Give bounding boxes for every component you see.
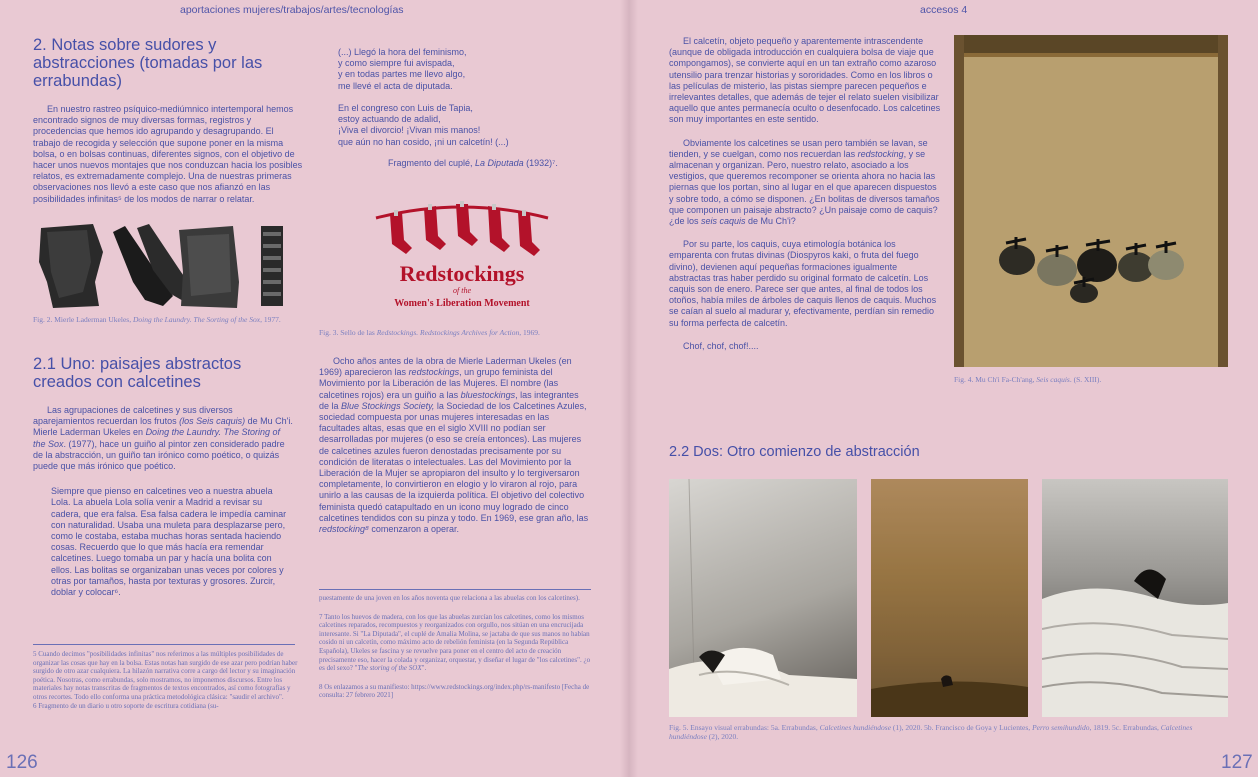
rs-text-h: redstocking⁸ — [319, 524, 369, 535]
subsection-title-uno: 2.1 Uno: paisajes abstractos creados con calcetines — [33, 355, 242, 391]
book-gutter — [620, 0, 638, 777]
fig4-caption-prefix: Fig. 4. Mu Ch'i Fa-Ch'ang, — [954, 375, 1037, 384]
redstockings-logo — [372, 196, 552, 320]
uno-text-a: Las agrupaciones de calcetines y sus diversos aparejamientos recuerdan los frutos — [33, 405, 233, 427]
fig5a-sinking-socks-photo — [669, 479, 857, 717]
left-column-1 — [33, 36, 303, 205]
rs-text-g: la Sociedad de los Calcetines Azules, sociedad compuesta por unas mujeres interesadas en las facultades altas, esas que en el siglo XVIII no podían ser desarrolladas por mujeres (o eso se creía entonces). Las mujeres de calcetines azules fueron denostadas precisamente por su condición de literatas o intelectuales. Las del Movimiento por la Liberación de la Mujer se apropiaron del insulto y lo tergiversaron completamente, lo convirtieron en elogio y lo viraron al rojo, para unirlo a las causas de la izquierda política. El objetivo del colectivo feminista quedó catapultado en un icono muy logrado de cinco calcetines tendidos con su pinza y todo. En 1969, ese gran año, las — [319, 400, 589, 523]
fig3-caption-prefix: Fig. 3. Sello de las — [319, 328, 377, 337]
page-number-right: 127 — [1221, 752, 1253, 773]
rs-text-a: Ocho años antes de la obra de Mierle Laderman Ukeles (en 1969) aparecieron las — [319, 356, 572, 378]
left-footnotes-2 — [319, 594, 591, 700]
intro-paragraph: En nuestro rastreo psíquico-mediúmnico intertemporal hemos encontrado signos de muy diversas formas, registros y procedencias que hemos ido agrupando y desagrupando. El trabajo de recogida y selección que supone poner en la misma bolsa, o en bolsas continuas, diferentes signos, con el objetivo de hacer unos nuevos montajes que nos conduzcan hacia los posibles relatos, es extremadamente complejo. Una de nuestras primeras observaciones nos llevó a este caso que nos afianzó en las posibilidades infinitas⁵ de los modos de narrar o relatar. — [33, 104, 303, 204]
rs-text-b: redstockings — [408, 367, 460, 378]
uno-text-e: . (1977), hace un guiño al pintor zen considerado padre de la abstracción, un guiño tan irónico como poético, o quizás puede que más irónico que poético. — [33, 438, 285, 472]
redstockings-paragraph-container — [319, 356, 589, 535]
fn7-title: The storing of the SOX — [357, 664, 422, 673]
right-text-column — [669, 36, 941, 352]
fig3-caption — [319, 328, 609, 337]
fig2-caption-prefix: Fig. 2. Mierle Laderman Ukeles, — [33, 315, 133, 324]
fig5-caption-c: (1), 2020. 5b. Francisco de Goya y Lucientes, — [891, 723, 1033, 732]
lavan-text-c: , y se almacenan y organizan. Pero, nuestro relato, asociado a los vestigios, que queremos recomponer se orienta ahora no hacia las piernas que los portan, sino al lugar en el que aparecen dispuestos y sobre todo, a cómo se disponen. ¿En bolitas de diversos tamaños que componen un paisaje abstracto? ¿Un paisaje como de caquis? ¿de los — [669, 148, 940, 227]
fig5-caption-g: (2), 2020. — [706, 732, 739, 741]
cuple-source-c: (1932)⁷. — [523, 157, 558, 168]
fig5-caption-f: Calcetines hundiéndose — [669, 723, 1193, 741]
calcetin-paragraph: El calcetín, objeto pequeño y aparentemente intrascendente (aunque de obligada introducción en cualquiera bolsa de viaje que compongamos), se convierte aquí en un tan extraño como azaroso utensilio para trenzar historias y sororidades. Como en los libros o las películas de misterio, las pistas siempre parecen pequeños e irrelevantes detalles, que además de tejer el relato suelen visibilizar aquello que antes permanecía oculto o desenfocado. Los calcetines son muy importantes en este sentido. — [669, 36, 941, 125]
fn7-end: ". — [421, 664, 427, 673]
fig4-six-persimmons-painting — [954, 35, 1228, 367]
fig5-caption-a: Fig. 5. Ensayo visual errabundas: 5a. Errabundas, — [669, 723, 820, 732]
fig5c-sinking-socks-photo — [1042, 479, 1228, 717]
uno-text-b: (los Seis caquis) — [179, 416, 246, 427]
fig3-caption-title: Redstockings. Redstockings Archives for Action — [376, 328, 520, 337]
footnote-6: 6 Fragmento de un diario u otro soporte de escritura cotidiana (su- — [33, 701, 219, 710]
left-running-header: aportaciones mujeres/trabajos/artes/tecnologías — [180, 4, 404, 16]
footnote-5: 5 Cuando decimos "posibilidades infinitas" nos referimos a las múltiples posibilidades de organizar las cosas que hay en la bolsa. Estas notas han surgido de ese azar pero podrían haber surgido de otro azar cualquiera. La hilazón narrativa corre a cargo del lector y su imaginación poética. Nosotras, como errabundas, solo mostramos, no imponemos discursos. Entre los materiales hay notas transcritas de fragmentos de textos encontrados, así como fotografías y otros recortes. Todo ello conforma una práctica metodológica clásica: "saudir el archivo". — [33, 650, 298, 701]
uno-paragraph — [33, 405, 293, 472]
fig4-caption — [954, 375, 1228, 384]
logo-title: Redstockings — [399, 261, 525, 286]
footnote-7 — [319, 613, 591, 673]
fig2-laundry-image — [33, 222, 303, 310]
rs-text-i: comenzaron a operar. — [368, 524, 459, 535]
footnote-rule-1 — [33, 644, 295, 645]
subsection-title-dos: 2.2 Dos: Otro comienzo de abstracción — [669, 444, 920, 460]
fig2-caption-title: Doing the Laundry. The Sorting of the Sox — [132, 315, 261, 324]
cuple-source — [338, 158, 598, 169]
lavan-text-e: de Mu Ch'i? — [745, 216, 796, 227]
right-running-header: accesos 4 — [920, 4, 968, 16]
rs-text-f: Blue Stockings Society, — [341, 400, 435, 411]
redstockings-paragraph — [319, 356, 589, 535]
section-title: 2. Notas sobre sudores y abstracciones (tomadas por las errabundas) — [33, 36, 263, 90]
fn7-text: 7 Tanto los huevos de madera, con los que las abuelas zurcían los calcetines, como los mismos calcetines reparados, recompuestos y reorganizados con orgullo, nos sitúan en una encrucijada interesante. Si "La Diputada", el cuplé de Amalia Molina, se jactaba de que sus manos no habían cosido ni un calcetín, como máximo acto de rebelión feminista (en la Segunda República Española), Ukeles se fascina y se revuelve para poner en el centro del acto de creación precisamente eso, hacer la colada y organizar, orquestar, y diseñar el lugar de "los calcetines". ¿o es del sexo? " — [319, 612, 591, 673]
fig4-caption-title: Seis caquis — [1036, 375, 1070, 384]
fig5b-goya-dog-painting — [871, 479, 1028, 717]
caquis-paragraph: Por su parte, los caquis, cuya etimología botánica los emparenta con frutas divinas (Diospyros kaki, o fruta del fuego divino), devienen aquí pequeñas formaciones igualmente abstractas tras haber perdido su original formato de calcetín. Los caquis son de enero. Parece ser que antes, al final de todos los otoños, había miles de árboles de caquis llenos de caquis. Muchos se caían al suelo al madurar y, efectivamente, perdían sin remedio su forma perfecta de calcetín. — [669, 239, 937, 328]
right-page — [629, 0, 1258, 777]
lavan-text-d: seis caquis — [701, 216, 746, 227]
chof-paragraph: Chof, chof, chof!.... — [683, 340, 759, 351]
logo-of: of the — [453, 286, 471, 295]
left-footnotes-1 — [33, 650, 303, 710]
footnote-6-continued: puestamente de una joven en los años noventa que relaciona a las abuelas con los calcetines). — [319, 594, 580, 602]
left-column-1-lower — [33, 355, 293, 598]
page-number-left: 126 — [6, 752, 38, 773]
cuple-source-a: Fragmento del cuplé, — [388, 157, 476, 168]
uno-text-c: de Mu Ch'i. Mierle Laderman Ukeles en — [33, 416, 293, 438]
fig2-caption-suffix: , 1977. — [260, 315, 281, 324]
cuple-verse: (...) Llegó la hora del feminismo, y como siempre fui avispada, y en todas partes me llevo algo, me llevé el acta de diputada. En el congreso con Luis de Tapia, estoy actuando de adalid, ¡Viva el divorcio! ¡Vivan mis manos! que aún no han cosido, ¡ni un calcetín! (...) — [338, 47, 509, 147]
fig4-caption-suffix: . (S. XIII). — [1069, 375, 1102, 384]
footnote-8: 8 Os enlazamos a su manifiesto: https://www.redstockings.org/index.php/rs-manifesto [Fecha de consulta: 27 febrero 2021] — [319, 682, 590, 700]
lola-quote: Siempre que pienso en calcetines veo a nuestra abuela Lola. La abuela Lola solía venir a Madrid a revisar su cadera, que era falsa. Esa falsa cadera le impedía caminar con naturalidad. Usaba una muleta para desplazarse pero, como le costaba, estaba muchas horas sentada haciendo cosas. Recuerdo que lo que más hacía era remendar calcetines. Luego tomaba un par y hacía una bolita con ellos. Las bolitas se organizaban unas veces por colores y otras por tamaños, hasta por texturas y grosores. Zurcir, doblar y colocar⁶. — [51, 486, 287, 598]
logo-subtitle: Women's Liberation Movement — [394, 298, 530, 309]
fig5-caption — [669, 723, 1229, 741]
lavan-text-a: Obviamente los calcetines se usan pero también se lavan, se tienden, y se cuelgan, como nos recuerdan las — [669, 137, 928, 159]
lavan-paragraph — [669, 138, 941, 228]
fig5-caption-d: Perro semihundido — [1032, 723, 1090, 732]
left-column-2 — [338, 47, 598, 169]
cuple-source-b: La Diputada — [475, 157, 524, 168]
lavan-text-b: redstocking — [857, 148, 904, 159]
fig2-caption — [33, 315, 303, 324]
rs-text-d: bluestockings — [460, 389, 516, 400]
fig5-caption-e: , 1819. 5c. Errabundas, — [1089, 723, 1161, 732]
fig3-caption-suffix: , 1969. — [519, 328, 540, 337]
fig5-caption-b: Calcetines hundiéndose — [819, 723, 892, 732]
rs-text-e: , las integrantes de la — [319, 389, 579, 411]
footnote-rule-2 — [319, 589, 591, 590]
uno-text-d: Doing the Laundry. The Storing of the Sox — [33, 427, 280, 449]
rs-text-c: , un grupo feminista del Movimiento por la Liberación de las Mujeres. El nombre (las calcetines rojos) era un guiño a las — [319, 367, 559, 400]
